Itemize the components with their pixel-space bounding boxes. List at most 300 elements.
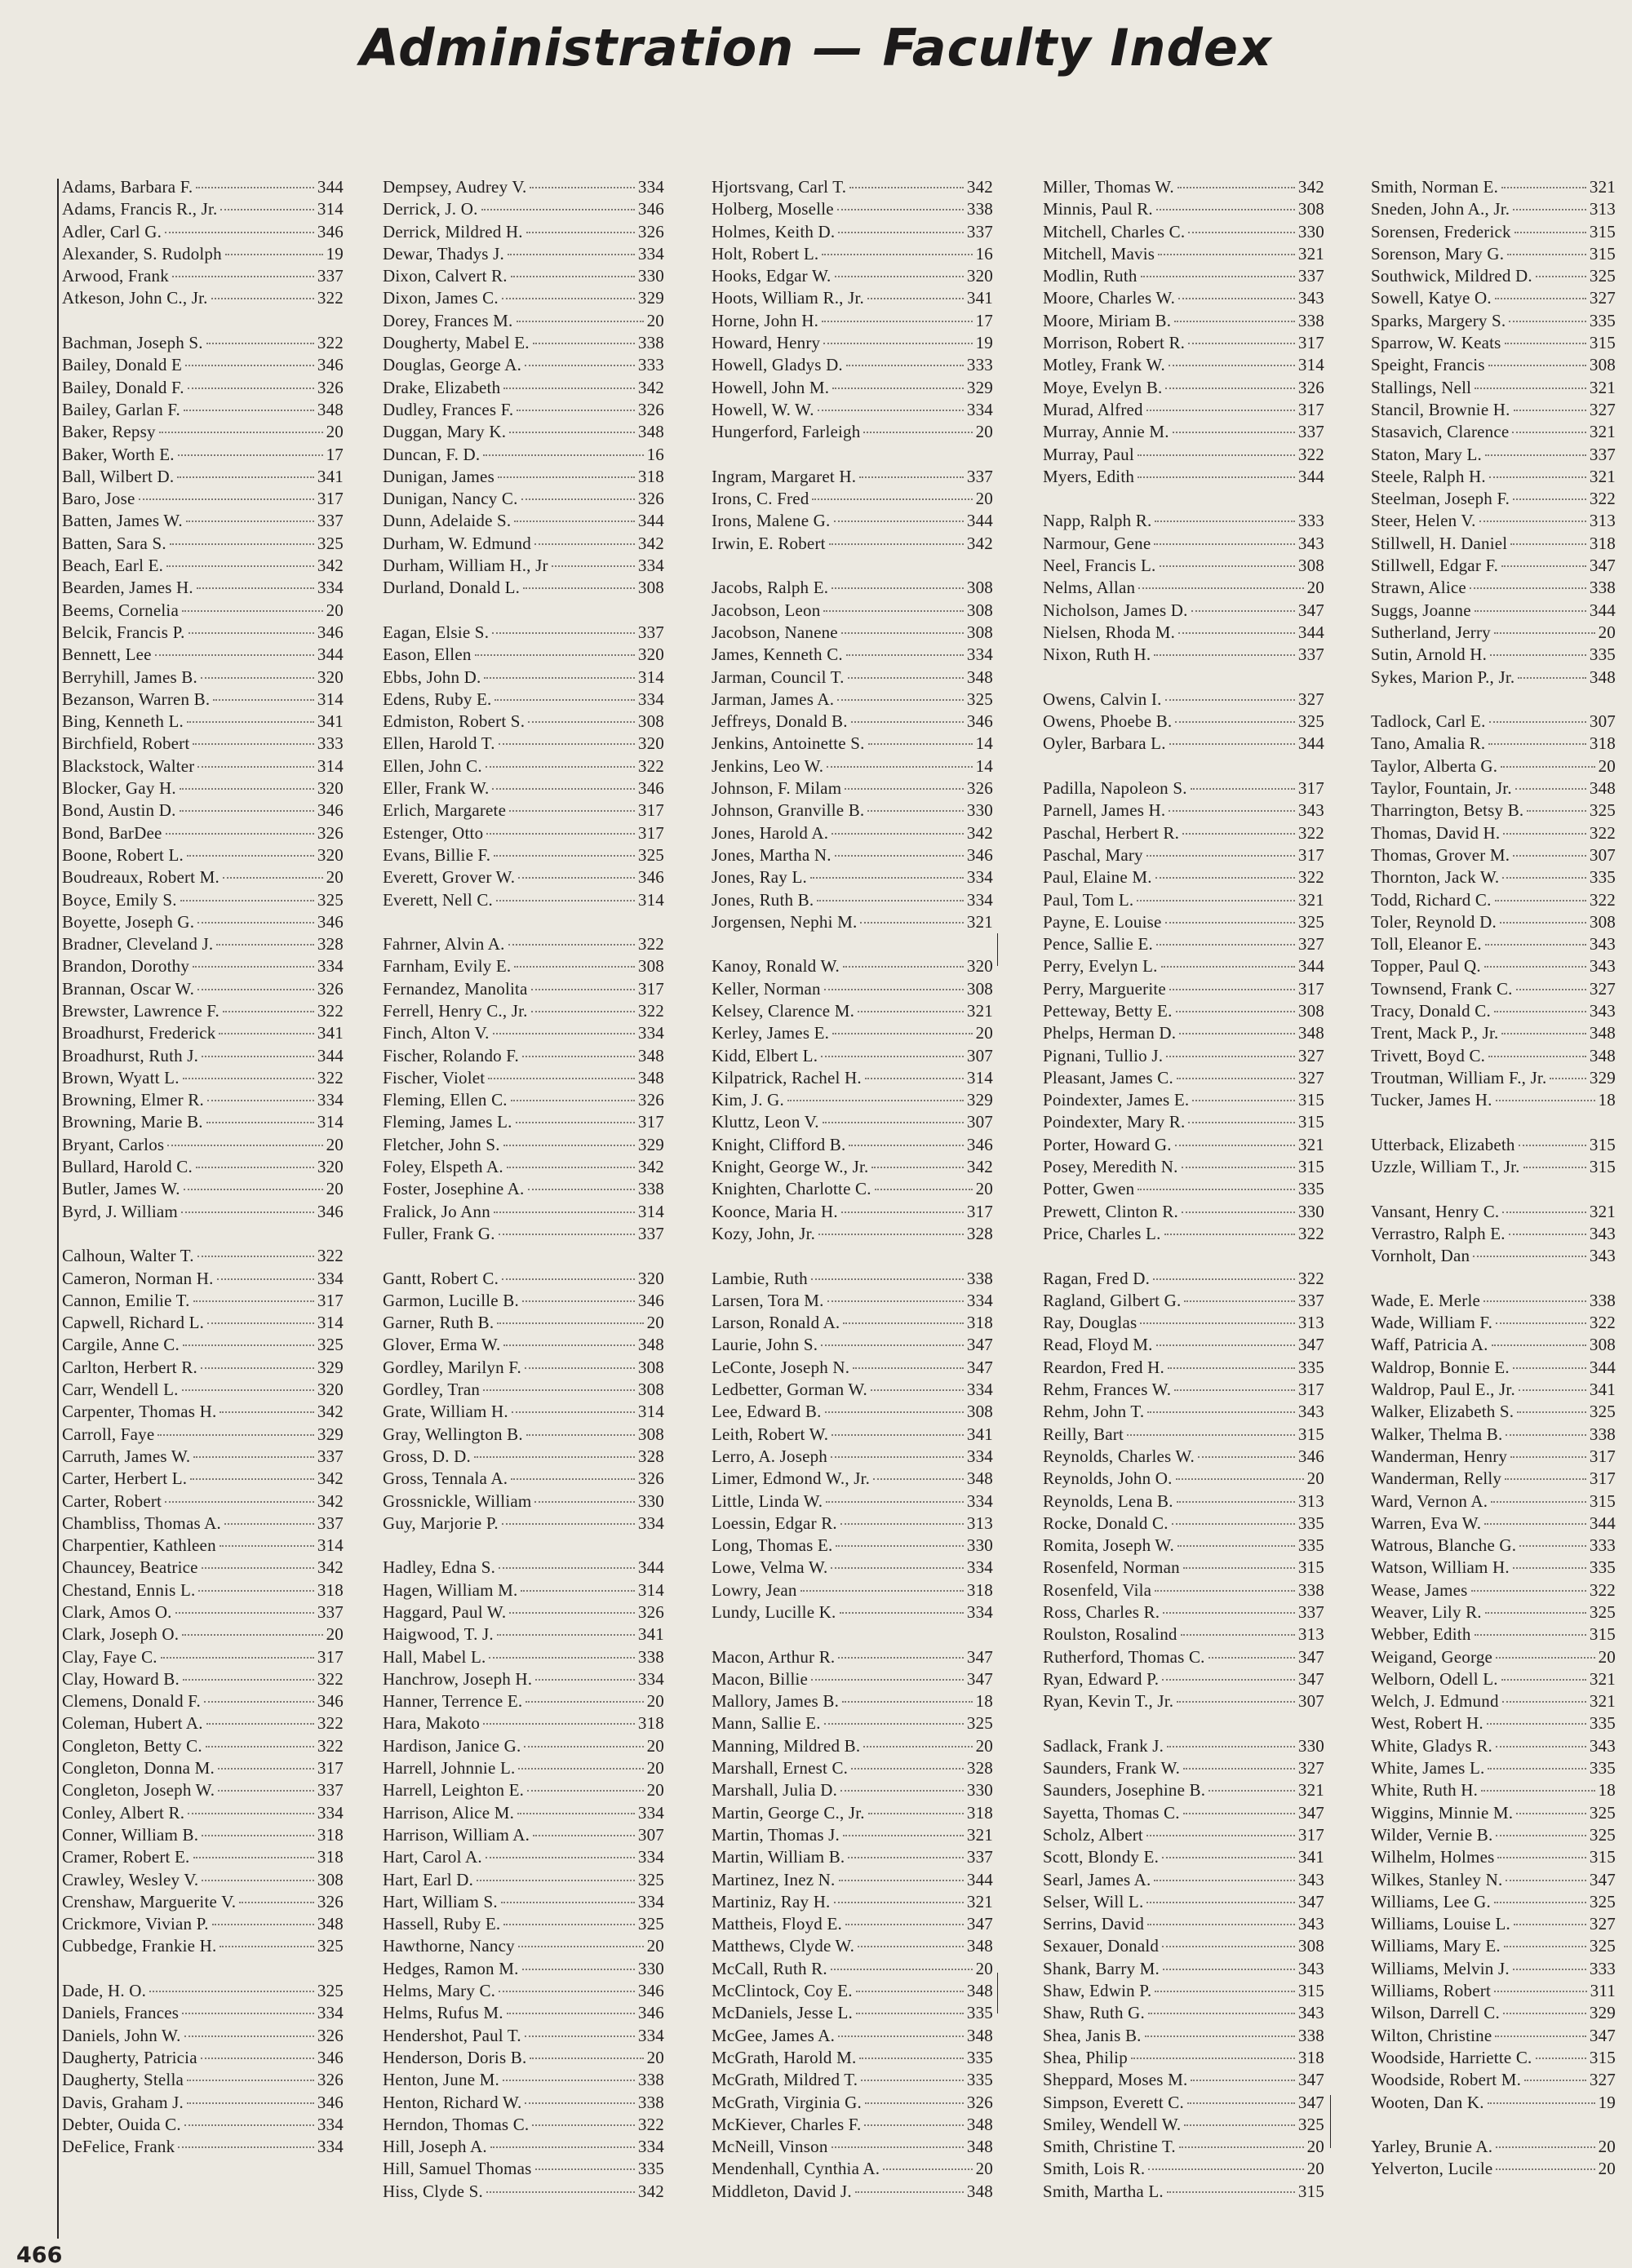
index-entry — [1043, 1134, 1324, 1156]
entry-name: Kilpatrick, Rachel H. — [712, 1067, 862, 1087]
entry-page: 333 — [1589, 1535, 1616, 1556]
entry-page: 326 — [317, 2025, 344, 2045]
entry-name: Adler, Carl G. — [62, 221, 162, 241]
entry-page: 321 — [1589, 1691, 1616, 1712]
index-entry — [383, 377, 664, 399]
entry-name: Edens, Ruby E. — [383, 689, 492, 709]
entry-name: Adams, Barbara F. — [62, 177, 193, 197]
dot-leader — [1191, 788, 1295, 790]
entry-page: 334 — [317, 1090, 344, 1110]
index-entry — [62, 711, 344, 733]
dot-leader — [202, 1567, 314, 1569]
entry-name: Carr, Wendell L. — [62, 1380, 179, 1400]
dot-leader — [823, 343, 972, 344]
entry-name: Thornton, Jack W. — [1371, 867, 1500, 888]
entry-name: Cargile, Anne C. — [62, 1335, 180, 1355]
entry-page: 334 — [317, 1802, 344, 1823]
index-entry — [712, 800, 993, 822]
entry-page: 335 — [966, 2047, 993, 2067]
index-entry — [712, 1379, 993, 1401]
dot-leader — [1495, 900, 1586, 901]
index-entry — [1043, 955, 1324, 977]
entry-name: Tadlock, Carl E. — [1371, 711, 1486, 732]
dot-leader — [1138, 476, 1295, 478]
entry-page: 337 — [1297, 1602, 1324, 1622]
entry-page: 347 — [1589, 2025, 1616, 2045]
index-entry — [1371, 310, 1616, 332]
entry-name: Sadlack, Frank J. — [1043, 1735, 1164, 1756]
index-entry — [62, 2114, 344, 2136]
entry-name: Bond, Austin D. — [62, 800, 176, 821]
dot-leader — [220, 1545, 314, 1547]
index-entry — [1043, 889, 1324, 911]
entry-name: Ryan, Edward P. — [1043, 1668, 1160, 1689]
dot-leader — [202, 1056, 314, 1057]
index-entry — [62, 265, 344, 287]
index-entry — [62, 466, 344, 488]
entry-page: 18 — [975, 1691, 993, 1712]
dot-leader — [1516, 1813, 1586, 1814]
dot-leader — [817, 900, 964, 901]
index-entry — [712, 1201, 993, 1223]
entry-page: 344 — [637, 511, 664, 531]
index-entry — [1043, 1201, 1324, 1223]
entry-page: 20 — [1598, 1646, 1616, 1667]
entry-name: Limer, Edmond W., Jr. — [712, 1468, 871, 1489]
dot-leader — [481, 209, 635, 210]
dot-leader — [1518, 677, 1586, 679]
entry-name: Browning, Marie B. — [62, 1112, 203, 1132]
entry-name: Macon, Billie — [712, 1668, 809, 1689]
entry-name: Bennett, Lee — [62, 645, 152, 665]
index-entry — [62, 866, 344, 888]
dot-leader — [861, 2080, 964, 2081]
dot-leader — [502, 1523, 635, 1525]
entry-page: 335 — [1589, 867, 1616, 888]
entry-name: Murray, Annie M. — [1043, 422, 1169, 442]
index-entry — [712, 354, 993, 376]
index-entry — [62, 1089, 344, 1111]
entry-name: Ragan, Fred D. — [1043, 1268, 1151, 1288]
column-rule — [997, 933, 998, 966]
index-entry — [1371, 1022, 1616, 1044]
index-entry — [1043, 1535, 1324, 1557]
dot-leader — [1172, 1523, 1295, 1525]
entry-name: Hungerford, Farleigh — [712, 422, 861, 442]
dot-leader — [832, 587, 964, 589]
entry-page: 325 — [317, 533, 344, 553]
index-entry — [1043, 444, 1324, 466]
entry-page: 325 — [637, 1869, 664, 1889]
index-entry — [712, 755, 993, 777]
entry-name: Suggs, Joanne — [1371, 600, 1471, 620]
dot-leader — [1177, 1701, 1295, 1703]
index-entry — [383, 1802, 664, 1824]
entry-name: Fletcher, John S. — [383, 1134, 500, 1154]
dot-leader — [181, 1212, 314, 1213]
entry-name: Taylor, Alberta G. — [1371, 755, 1498, 776]
entry-name: Hassell, Ruby E. — [383, 1914, 501, 1934]
entry-page: 322 — [317, 1246, 344, 1266]
dot-leader — [165, 232, 314, 233]
index-entry — [712, 399, 993, 421]
dot-leader — [1519, 1145, 1586, 1146]
entry-name: Waff, Patricia A. — [1371, 1335, 1488, 1355]
entry-name: Wooten, Dan K. — [1371, 2092, 1484, 2112]
entry-name: Carter, Herbert L. — [62, 1468, 188, 1489]
index-entry — [1043, 1357, 1324, 1379]
index-entry — [1371, 1601, 1616, 1623]
index-entry — [62, 1824, 344, 1846]
entry-name: Bearden, James H. — [62, 578, 193, 598]
entry-page: 20 — [326, 1134, 344, 1154]
index-entry — [62, 1000, 344, 1022]
entry-name: Shea, Janis B. — [1043, 2025, 1142, 2045]
entry-page: 335 — [966, 2003, 993, 2023]
entry-page: 333 — [1297, 511, 1324, 531]
index-entry — [712, 2136, 993, 2158]
index-entry — [712, 711, 993, 733]
dot-leader — [871, 1167, 963, 1168]
dot-leader — [1514, 232, 1586, 233]
index-entry — [62, 1178, 344, 1200]
entry-name: Waldrop, Bonnie E. — [1371, 1357, 1510, 1377]
entry-name: Pence, Sallie E. — [1043, 934, 1153, 955]
entry-page: 317 — [1297, 844, 1324, 865]
entry-name: Modlin, Ruth — [1043, 266, 1138, 286]
index-entry — [712, 1156, 993, 1178]
entry-name: Martinez, Inez N. — [712, 1869, 836, 1889]
entry-name: Carruth, James W. — [62, 1446, 191, 1466]
dot-leader — [868, 743, 973, 745]
entry-name: Reilly, Bart — [1043, 1424, 1124, 1444]
entry-name: Selser, Will L. — [1043, 1891, 1144, 1911]
dot-leader — [1488, 743, 1586, 745]
entry-page: 335 — [1589, 1557, 1616, 1578]
entry-name: Wilton, Christine — [1371, 2025, 1492, 2045]
dot-leader — [206, 1723, 314, 1725]
index-entry — [712, 1468, 993, 1490]
entry-page: 322 — [637, 1000, 664, 1021]
entry-name: Conner, William B. — [62, 1824, 199, 1845]
entry-page: 337 — [317, 266, 344, 286]
entry-name: Saunders, Josephine B. — [1043, 1780, 1206, 1801]
dot-leader — [1175, 721, 1295, 723]
index-entry — [1371, 1089, 1616, 1111]
dot-leader — [197, 989, 314, 990]
index-entry — [712, 2069, 993, 2091]
index-entry — [1043, 1089, 1324, 1111]
index-entry — [1043, 2002, 1324, 2024]
entry-name: Hardison, Janice G. — [383, 1735, 521, 1756]
entry-name: Vornholt, Dan — [1371, 1246, 1470, 1266]
dot-leader — [211, 298, 314, 299]
entry-page: 313 — [1297, 1624, 1324, 1645]
index-entry — [1043, 466, 1324, 488]
index-entry — [1371, 1334, 1616, 1356]
letter-group — [1371, 1201, 1616, 1268]
entry-page: 347 — [1589, 1869, 1616, 1889]
entry-page: 344 — [1297, 956, 1324, 977]
entry-name: Ragland, Gilbert G. — [1043, 1290, 1182, 1310]
entry-page: 338 — [1297, 1579, 1324, 1600]
dot-leader — [183, 1344, 314, 1346]
dot-leader — [832, 388, 964, 389]
entry-page: 334 — [966, 1557, 993, 1578]
entry-name: Durland, Donald L. — [383, 578, 521, 598]
index-entry — [1043, 555, 1324, 577]
dot-leader — [139, 498, 314, 500]
entry-page: 325 — [1589, 266, 1616, 286]
dot-leader — [212, 1924, 314, 1925]
index-entry — [62, 488, 344, 510]
entry-name: Dudley, Frances F. — [383, 399, 514, 419]
dot-leader — [490, 2146, 635, 2148]
entry-name: Clemens, Donald F. — [62, 1691, 201, 1712]
entry-name: Crenshaw, Marguerite V. — [62, 1891, 237, 1911]
dot-leader — [175, 1612, 314, 1614]
entry-name: Debter, Ouida C. — [62, 2114, 181, 2134]
dot-leader — [837, 209, 964, 210]
entry-page: 330 — [637, 1958, 664, 1978]
entry-name: Evans, Billie F. — [383, 844, 491, 865]
letter-group — [1371, 1290, 1616, 2114]
dot-leader — [821, 1056, 964, 1057]
index-entry — [1043, 1958, 1324, 1980]
entry-name: Duncan, F. D. — [383, 444, 481, 464]
index-entry — [1043, 1468, 1324, 1490]
entry-name: Petteway, Betty E. — [1043, 1000, 1173, 1021]
dot-leader — [525, 2102, 634, 2104]
entry-page: 325 — [1589, 1891, 1616, 1911]
dot-leader — [1490, 654, 1586, 656]
index-entry — [1043, 1690, 1324, 1712]
index-entry — [383, 243, 664, 265]
dot-leader — [832, 1434, 964, 1436]
entry-name: Drake, Elizabeth — [383, 377, 501, 397]
entry-name: Smith, Christine T. — [1043, 2137, 1176, 2157]
index-entry — [383, 1712, 664, 1734]
dot-leader — [1165, 388, 1294, 389]
entry-page: 342 — [317, 1402, 344, 1422]
dot-leader — [838, 2035, 964, 2037]
entry-page: 337 — [1297, 266, 1324, 286]
entry-page: 325 — [317, 1981, 344, 2001]
entry-page: 338 — [637, 333, 664, 353]
entry-page: 327 — [1297, 1067, 1324, 1087]
entry-name: Byrd, J. William — [62, 1201, 178, 1221]
entry-name: Johnson, F. Milam — [712, 778, 842, 799]
dot-leader — [217, 1278, 314, 1280]
dot-leader — [821, 1344, 964, 1346]
entry-name: Blackstock, Walter — [62, 755, 195, 776]
index-entry — [712, 733, 993, 755]
index-entry — [1371, 1913, 1616, 1935]
index-entry — [1043, 1757, 1324, 1779]
entry-page: 348 — [966, 2181, 993, 2201]
entry-name: Toll, Eleanor E. — [1371, 934, 1482, 955]
dot-leader — [840, 1523, 964, 1525]
dot-leader — [517, 1813, 635, 1814]
entry-page: 337 — [1589, 444, 1616, 464]
entry-name: Nixon, Ruth H. — [1043, 645, 1151, 665]
index-entry — [383, 421, 664, 443]
index-entry — [712, 421, 993, 443]
dot-leader — [1494, 632, 1595, 634]
entry-page: 315 — [1589, 1157, 1616, 1177]
entry-page: 321 — [1297, 1780, 1324, 1801]
index-entry — [62, 1779, 344, 1801]
index-entry — [383, 667, 664, 689]
entry-page: 334 — [637, 689, 664, 709]
index-entry — [62, 555, 344, 577]
entry-name: Estenger, Otto — [383, 822, 484, 843]
entry-page: 320 — [317, 667, 344, 687]
entry-name: Sorensen, Frederick — [1371, 221, 1511, 241]
dot-leader — [533, 1835, 635, 1836]
index-entry — [62, 1735, 344, 1757]
dot-leader — [503, 1344, 634, 1346]
index-entry — [1371, 377, 1616, 399]
entry-name: Sutherland, Jerry — [1371, 622, 1491, 642]
entry-name: Wease, James — [1371, 1579, 1468, 1600]
index-entry — [712, 377, 993, 399]
index-entry — [1371, 1824, 1616, 1846]
index-entry — [1371, 2025, 1616, 2047]
entry-page: 20 — [1306, 1468, 1324, 1489]
index-entry — [62, 755, 344, 777]
dot-leader — [1163, 1969, 1295, 1970]
index-column-2 — [383, 176, 664, 2225]
entry-page: 325 — [1589, 1936, 1616, 1956]
dot-leader — [1487, 1723, 1586, 1725]
index-entry — [1043, 622, 1324, 644]
entry-name: Chambliss, Thomas A. — [62, 1513, 221, 1533]
entry-name: Wanderman, Henry — [1371, 1446, 1508, 1466]
index-entry — [383, 1067, 664, 1089]
entry-name: Rutherford, Thomas C. — [1043, 1646, 1205, 1667]
index-entry — [1043, 2181, 1324, 2203]
entry-name: Duggan, Mary K. — [383, 422, 507, 442]
entry-page: 322 — [1297, 444, 1324, 464]
dot-leader — [503, 2080, 635, 2081]
dot-leader — [1182, 833, 1295, 835]
entry-page: 315 — [1589, 333, 1616, 353]
dot-leader — [1492, 1344, 1586, 1346]
dot-leader — [1140, 1322, 1295, 1324]
entry-page: 322 — [317, 288, 344, 308]
entry-page: 20 — [646, 1936, 664, 1956]
entry-name: Baro, Jose — [62, 489, 135, 509]
entry-name: Dunn, Adelaide S. — [383, 511, 512, 531]
dot-leader — [1494, 1991, 1587, 1992]
entry-page: 327 — [1589, 2070, 1616, 2090]
index-entry — [62, 533, 344, 555]
entry-page: 346 — [317, 800, 344, 821]
entry-name: Grate, William H. — [383, 1402, 508, 1422]
entry-name: West, Robert H. — [1371, 1713, 1483, 1734]
entry-name: Blocker, Gay H. — [62, 778, 176, 799]
index-entry — [62, 1579, 344, 1601]
index-entry — [1371, 755, 1616, 777]
index-entry — [383, 2158, 664, 2180]
dot-leader — [1513, 855, 1586, 857]
dot-leader — [193, 743, 313, 745]
entry-page: 313 — [1297, 1313, 1324, 1333]
index-entry — [383, 1980, 664, 2002]
index-entry — [383, 310, 664, 332]
letter-group — [1043, 176, 1324, 488]
entry-name: McNeill, Vinson — [712, 2137, 828, 2157]
index-entry — [712, 1401, 993, 1423]
dot-leader — [826, 1501, 964, 1503]
entry-page: 320 — [966, 956, 993, 977]
dot-leader — [483, 1723, 635, 1725]
letter-group — [712, 955, 993, 1245]
index-entry — [712, 1491, 993, 1513]
dot-leader — [1182, 1212, 1295, 1213]
dot-leader — [509, 432, 635, 433]
dot-leader — [825, 1411, 964, 1413]
index-entry — [1371, 198, 1616, 220]
index-entry — [1043, 1379, 1324, 1401]
dot-leader — [1155, 877, 1295, 879]
entry-name: Hart, William S. — [383, 1891, 498, 1911]
entry-page: 320 — [317, 778, 344, 799]
dot-leader — [486, 766, 635, 768]
dot-leader — [818, 1234, 964, 1235]
entry-page: 19 — [975, 333, 993, 353]
entry-name: Boudreaux, Robert M. — [62, 867, 220, 888]
dot-leader — [1178, 632, 1295, 634]
dot-leader — [1192, 1100, 1295, 1101]
dot-leader — [178, 454, 323, 456]
dot-leader — [197, 1256, 314, 1257]
index-entry — [1043, 2025, 1324, 2047]
dot-leader — [824, 1723, 964, 1725]
entry-page: 338 — [966, 199, 993, 219]
entry-page: 314 — [637, 1201, 664, 1221]
entry-page: 308 — [637, 578, 664, 598]
entry-page: 308 — [637, 711, 664, 732]
dot-leader — [187, 2102, 314, 2104]
entry-name: Lundy, Lucille K. — [712, 1602, 836, 1622]
index-entry — [712, 221, 993, 243]
entry-name: Sutin, Arnold H. — [1371, 645, 1488, 665]
entry-page: 334 — [966, 399, 993, 419]
index-entry — [62, 287, 344, 309]
entry-page: 20 — [975, 1735, 993, 1756]
entry-page: 315 — [1589, 1624, 1616, 1645]
dot-leader — [180, 900, 314, 901]
dot-leader — [502, 298, 635, 299]
entry-page: 334 — [637, 2137, 664, 2157]
entry-page: 318 — [1589, 733, 1616, 754]
entry-name: Wilhelm, Holmes — [1371, 1847, 1495, 1867]
entry-name: Napp, Ralph R. — [1043, 511, 1152, 531]
dot-leader — [1162, 1679, 1295, 1681]
dot-leader — [848, 677, 964, 679]
dot-leader — [517, 321, 644, 322]
index-entry — [712, 689, 993, 711]
entry-page: 308 — [1589, 1335, 1616, 1355]
dot-leader — [1505, 1478, 1586, 1480]
entry-page: 318 — [637, 1713, 664, 1734]
entry-page: 20 — [1306, 2137, 1324, 2157]
entry-page: 347 — [1297, 600, 1324, 620]
entry-page: 348 — [1589, 667, 1616, 687]
entry-page: 338 — [637, 2092, 664, 2112]
